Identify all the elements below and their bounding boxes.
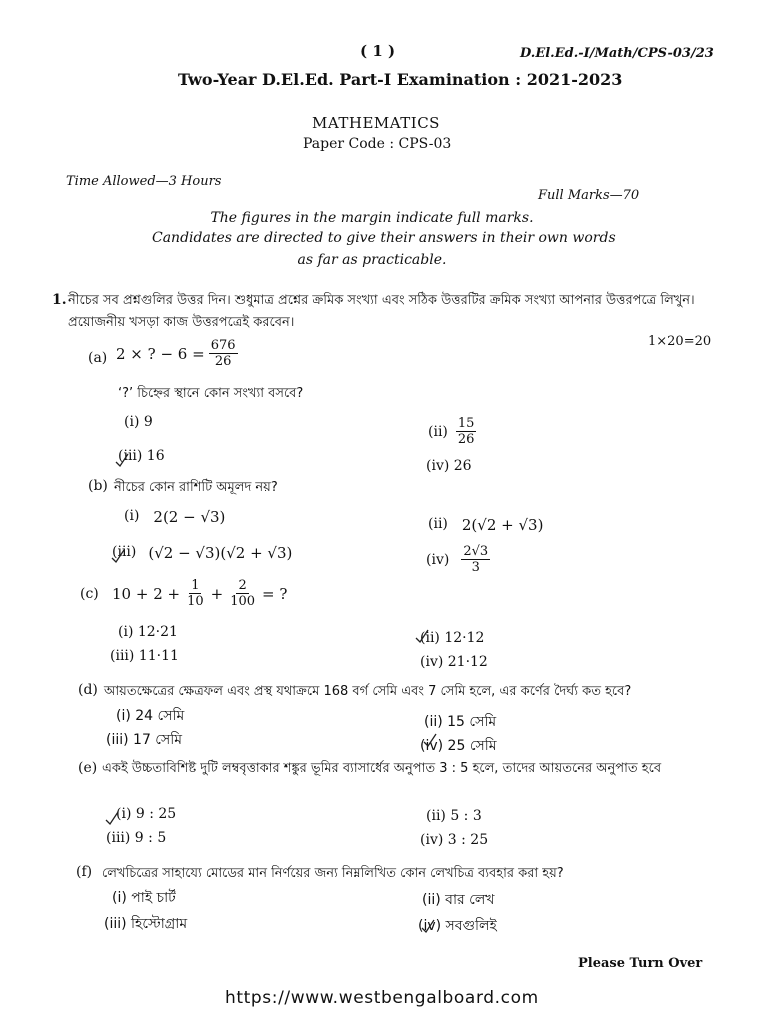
part-a-option-2-num: 15 (457, 416, 475, 431)
part-f-option-4: (iv) সবগুলিই (418, 918, 497, 934)
part-a-frac-num: 676 (210, 338, 236, 353)
part-a-prompt: ‘?’ চিহ্নের স্থানে কোন সংখ্যা বসবে? (118, 386, 304, 401)
part-c-option-1: (i) 12·21 (118, 624, 178, 640)
part-f-option-3: (iii) হিস্টোগ্রাম (104, 916, 188, 932)
footer-url[interactable]: https://www.westbengalboard.com (225, 988, 539, 1008)
part-b-option-2 (428, 516, 543, 534)
checkmark-icon (422, 732, 438, 748)
part-b-option-3-expr: (√2 − √3)(√2 + √3) (148, 544, 293, 562)
part-b-option-3-label: (iii) (112, 544, 137, 560)
part-a-option-2-label: (ii) (428, 423, 448, 440)
part-f-label: (f) (76, 864, 93, 880)
part-a-option-2-fraction (456, 416, 477, 447)
full-marks: Full Marks—70 (538, 188, 640, 203)
part-d-label: (d) (78, 682, 98, 698)
part-a-option-1: (i) 9 (124, 414, 153, 430)
part-c-fraction-1 (185, 578, 206, 609)
part-a-option-3: (iii) 16 (118, 448, 165, 464)
part-a-expression (116, 338, 238, 369)
part-d-option-1: (i) 24 সেমি (116, 708, 185, 724)
part-b-option-4-num: 2√3 (463, 544, 489, 559)
part-b-option-2-label: (ii) (428, 516, 448, 532)
please-turn-over: Please Turn Over (578, 956, 703, 971)
part-c-expr-end: = ? (262, 584, 288, 603)
part-c-f2-den: 100 (230, 594, 256, 609)
part-c-option-4: (iv) 21·12 (420, 654, 488, 670)
part-b-option-3 (112, 544, 292, 562)
checkmark-icon (414, 628, 430, 644)
part-c-f1-den: 10 (187, 594, 204, 609)
part-c-plus: + (210, 584, 224, 603)
instruction-line-1: The figures in the margin indicate full marks. (210, 210, 534, 226)
part-b-prompt: নীচের কোন রাশিটি অমূলদ নয়? (114, 480, 278, 495)
part-c-label: (c) (80, 586, 99, 602)
part-e-label: (e) (78, 760, 98, 776)
question-number: 1. (52, 292, 67, 308)
part-c-fraction-2 (228, 578, 257, 609)
checkmark-icon (420, 918, 436, 934)
part-f-option-1: (i) পাই চার্ট (112, 890, 176, 906)
checkmark-icon (114, 452, 130, 468)
part-c-f1-num: 1 (191, 578, 200, 593)
part-b-option-1 (124, 508, 225, 526)
part-b-option-4 (426, 544, 490, 575)
part-a-frac-den: 26 (214, 354, 232, 369)
part-d-option-4: (iv) 25 সেমি (420, 738, 497, 754)
part-b-option-4-fraction (461, 544, 490, 575)
time-allowed: Time Allowed—3 Hours (66, 174, 222, 189)
part-a-option-2-den: 26 (457, 432, 475, 447)
part-d-prompt: আয়তক্ষেত্রের ক্ষেত্রফল এবং প্রস্থ যথাক্রমে 168 বর্গ সেমি এবং 7 সেমি হলে, এর কর্ণের দৈর্ঘ্য কত হবে? (104, 684, 632, 699)
part-c-option-2: (ii) 12·12 (420, 630, 485, 646)
exam-title: Two-Year D.El.Ed. Part-I Examination : 2021-2023 (178, 70, 623, 89)
part-b-label: (b) (88, 478, 108, 494)
question-instruction: নীচের সব প্রশ্নগুলির উত্তর দিন। শুধুমাত্র প্রশ্নের ক্রমিক সংখ্যা এবং সঠিক উত্তরটির ক্রমিক সংখ্যা আপনার উত্তরপত্রে লিখুন। প্রয়োজনীয় খসড়া কাজ উত্তরপত্রেই করবেন। (68, 293, 695, 330)
part-b-option-4-den: 3 (471, 560, 480, 575)
question-marks: 1×20=20 (648, 334, 712, 349)
part-a-expr-left: 2 × ? − 6 = (116, 344, 205, 363)
part-b-option-2-expr: 2(√2 + √3) (461, 516, 544, 534)
part-e-option-1: (i) 9 : 25 (116, 806, 177, 822)
part-a-option-2 (428, 416, 476, 447)
part-c-f2-num: 2 (238, 578, 247, 593)
part-e-option-3: (iii) 9 : 5 (106, 830, 167, 846)
part-a-fraction (209, 338, 238, 369)
part-f-prompt: লেখচিত্রের সাহায্যে মোডের মান নির্ণয়ের জন্য নিম্নলিখিত কোন লেখচিত্র ব্যবহার করা হয়? (102, 866, 564, 881)
part-d-option-3: (iii) 17 সেমি (106, 732, 183, 748)
instruction-line-2: Candidates are directed to give their answers in their own words (152, 230, 616, 246)
part-a-option-4: (iv) 26 (426, 458, 472, 474)
part-d-option-2: (ii) 15 সেমি (424, 714, 497, 730)
part-b-option-4-label: (iv) (426, 551, 450, 568)
part-a-label: (a) (88, 350, 108, 366)
paper-code: Paper Code : CPS-03 (303, 136, 452, 152)
part-e-prompt: একই উচ্চতাবিশিষ্ট দুটি লম্ববৃত্তাকার শঙ্কুর ভূমির ব্যাসার্ধের অনুপাত 3 : 5 হলে, তাদের আয়তনের অনুপাত হবে (102, 761, 662, 776)
part-b-option-1-expr: 2(2 − √3) (153, 508, 226, 526)
paper-reference: D.El.Ed.-I/Math/CPS-03/23 (520, 46, 714, 61)
part-e-option-4: (iv) 3 : 25 (420, 832, 489, 848)
checkmark-icon (110, 548, 126, 564)
part-c-expression (112, 578, 287, 609)
instruction-line-3: as far as practicable. (297, 252, 447, 268)
checkmark-icon (104, 810, 120, 826)
part-e-option-2: (ii) 5 : 3 (426, 808, 482, 824)
part-c-option-3: (iii) 11·11 (110, 648, 179, 664)
part-f-option-2: (ii) বার লেখ (422, 892, 495, 908)
part-c-expr-start: 10 + 2 + (112, 584, 181, 603)
page-number: ( 1 ) (360, 42, 396, 60)
part-b-option-1-label: (i) (124, 508, 140, 524)
subject-title: MATHEMATICS (312, 114, 440, 132)
